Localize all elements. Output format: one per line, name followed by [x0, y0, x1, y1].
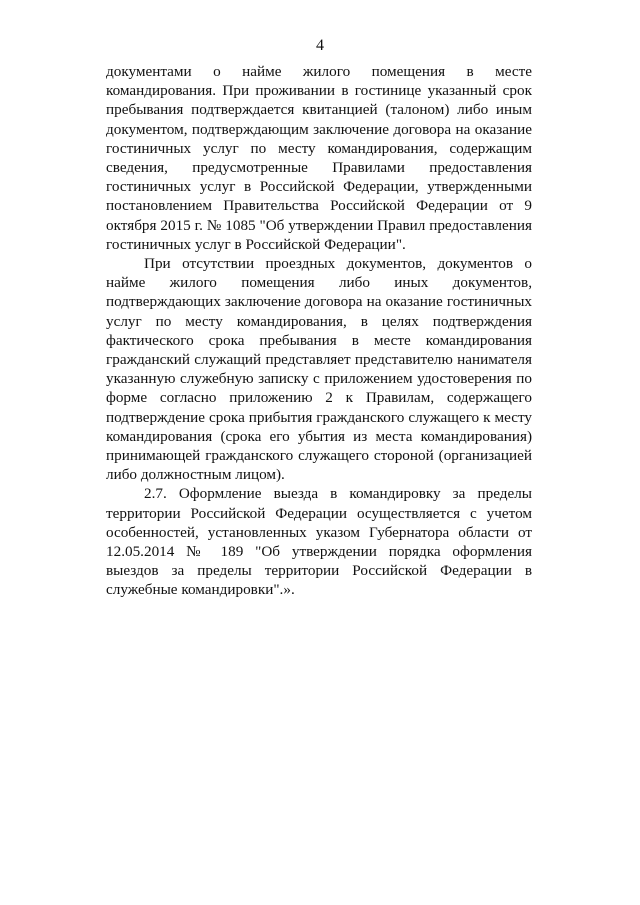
page-number: 4 — [316, 37, 324, 54]
paragraph-2-7: 2.7. Оформление выезда в командировку за пределы территории Российской Федерации осуществляется с учетом особенностей, установленных указом Губернатора области от 12.05.2014 № 189 "Об утверждении порядка оформления выездов за пределы территории Российской Федерации в служебные командировки".». — [106, 485, 532, 599]
paragraph-missing-documents: При отсутствии проездных документов, документов о найме жилого помещения либо иных документов, подтверждающих заключение договора на оказание гостиничных услуг по месту командирования, в целях подтверждения фактического срока пребывания в месте командирования гражданский служащий представляет представителю нанимателя указанную служебную записку с приложением удостоверения по форме согласно приложению 2 к Правилам, содержащего подтверждение срока прибытия гражданского служащего к месту командирования (срока его убытия из места командирования) принимающей гражданского служащего стороной (организацией либо должностным лицом). — [106, 255, 532, 484]
document-body — [106, 62, 532, 600]
paragraph-continuation: документами о найме жилого помещения в месте командирования. При проживании в гостинице указанный срок пребывания подтверждается квитанцией (талоном) либо иным документом, подтверждающим заключение договора на оказание гостиничных услуг по месту командирования, содержащим сведения, предусмотренные Правилами предоставления гостиничных услуг в Российской Федерации, утвержденными постановлением Правительства Российской Федерации от 9 октября 2015 г. № 1085 "Об утверждении Правил предоставления гостиничных услуг в Российской Федерации". — [106, 63, 532, 253]
